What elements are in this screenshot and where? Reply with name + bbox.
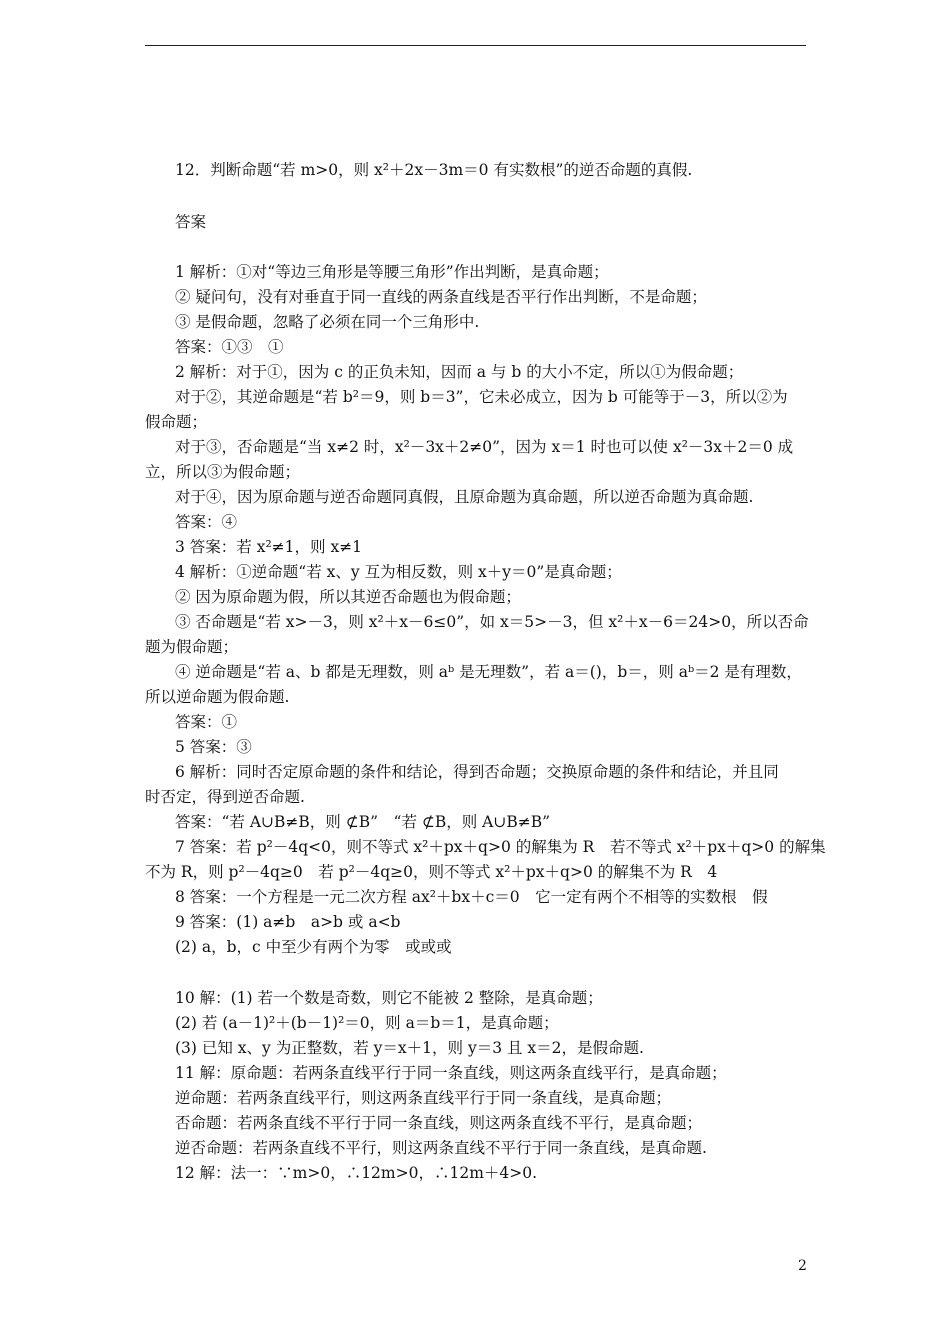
text-line: 11 解：原命题：若两条直线平行于同一条直线，则这两条直线平行，是真命题； xyxy=(175,1064,727,1082)
text-line: (2) 若 (a－1)²＋(b－1)²＝0，则 a＝b＝1，是真命题； xyxy=(175,1014,559,1032)
text-line: 答案：④ xyxy=(175,513,238,531)
text-line: 时否定，得到逆否命题. xyxy=(145,788,305,806)
text-line: ② 疑问句，没有对垂直于同一直线的两条直线是否平行作出判断，不是命题； xyxy=(175,288,707,306)
text-line: (3) 已知 x、y 为正整数，若 y＝x＋1，则 y＝3 且 x＝2，是假命题. xyxy=(175,1039,644,1057)
text-line: ② 因为原命题为假，所以其逆否命题也为假命题； xyxy=(175,588,521,606)
header-rule xyxy=(145,45,806,46)
text-line: 3 答案：若 x²≠1，则 x≠1 xyxy=(175,538,363,556)
text-line: ③ 是假命题，忽略了必须在同一个三角形中. xyxy=(175,313,480,331)
text-line: 10 解：(1) 若一个数是奇数，则它不能被 2 整除，是真命题； xyxy=(175,989,603,1007)
text-line: 4 解析：①逆命题“若 x、y 互为相反数，则 x＋y＝0”是真命题； xyxy=(175,563,622,581)
text-line: 对于④，因为原命题与逆否命题同真假，且原命题为真命题，所以逆否命题为真命题. xyxy=(175,488,754,506)
text-line: 对于②，其逆命题是“若 b²＝9，则 b＝3”，它未必成立，因为 b 可能等于－3，所以②为 xyxy=(175,388,788,406)
text-line: ③ 否命题是“若 x>－3，则 x²＋x－6≤0”，如 x＝5>－3，但 x²＋x－6＝24>0，所以否命 xyxy=(175,613,809,631)
text-line: 1 解析：①对“等边三角形是等腰三角形”作出判断，是真命题； xyxy=(175,263,609,281)
text-line: 7 答案：若 p²－4q<0，则不等式 x²＋px＋q>0 的解集为 R 若不等式 x²＋px＋q>0 的解集 xyxy=(175,838,826,856)
text-line: 12 解：法一：∵m>0，∴12m>0，∴12m＋4>0. xyxy=(175,1164,538,1182)
page-number: 2 xyxy=(798,1258,807,1274)
text-line: 题为假命题； xyxy=(145,638,239,656)
text-line: 答案 xyxy=(175,213,207,231)
text-line: 5 答案：③ xyxy=(175,738,252,756)
text-line: 否命题：若两条直线不平行于同一条直线，则这两条直线不平行，是真命题； xyxy=(175,1114,703,1132)
text-line: 答案：①③ ① xyxy=(175,338,284,356)
text-line: 9 答案：(1) a≠b a>b 或 a<b xyxy=(175,913,401,931)
text-line: ④ 逆命题是“若 a、b 都是无理数，则 aᵇ 是无理数”，若 a＝()，b＝，则 aᵇ＝2 是有理数， xyxy=(175,663,802,681)
text-line: 假命题； xyxy=(145,413,208,431)
text-line: (2) a，b，c 中至少有两个为零 或或或 xyxy=(175,938,452,956)
text-line: 对于③，否命题是“当 x≠2 时，x²－3x＋2≠0”，因为 x＝1 时也可以使 x²－3x＋2＝0 成 xyxy=(175,438,794,456)
text-line: 立，所以③为假命题； xyxy=(145,463,301,481)
text-line: 2 解析：对于①，因为 c 的正负未知，因而 a 与 b 的大小不定，所以①为假命题； xyxy=(175,363,744,381)
text-line: 答案：① xyxy=(175,713,238,731)
text-line: 逆命题：若两条直线平行，则这两条直线平行于同一条直线，是真命题； xyxy=(175,1089,672,1107)
text-line: 12．判断命题“若 m>0，则 x²＋2x－3m＝0 有实数根”的逆否命题的真假. xyxy=(175,161,693,179)
text-line: 不为 R，则 p²－4q≥0 若 p²－4q≥0，则不等式 x²＋px＋q>0 的解集不为 R 4 xyxy=(145,863,718,881)
text-line: 所以逆命题为假命题. xyxy=(145,688,290,706)
text-line: 6 解析：同时否定原命题的条件和结论，得到否命题；交换原命题的条件和结论，并且同 xyxy=(175,763,779,781)
text-line: 8 答案：一个方程是一元二次方程 ax²＋bx＋c＝0 它一定有两个不相等的实数根 假 xyxy=(175,888,768,906)
text-line: 逆否命题：若两条直线不平行，则这两条直线不平行于同一条直线，是真命题. xyxy=(175,1139,707,1157)
text-line: 答案：“若 A∪B≠B，则 ⊄B” “若 ⊄B，则 A∪B≠B” xyxy=(175,813,551,831)
